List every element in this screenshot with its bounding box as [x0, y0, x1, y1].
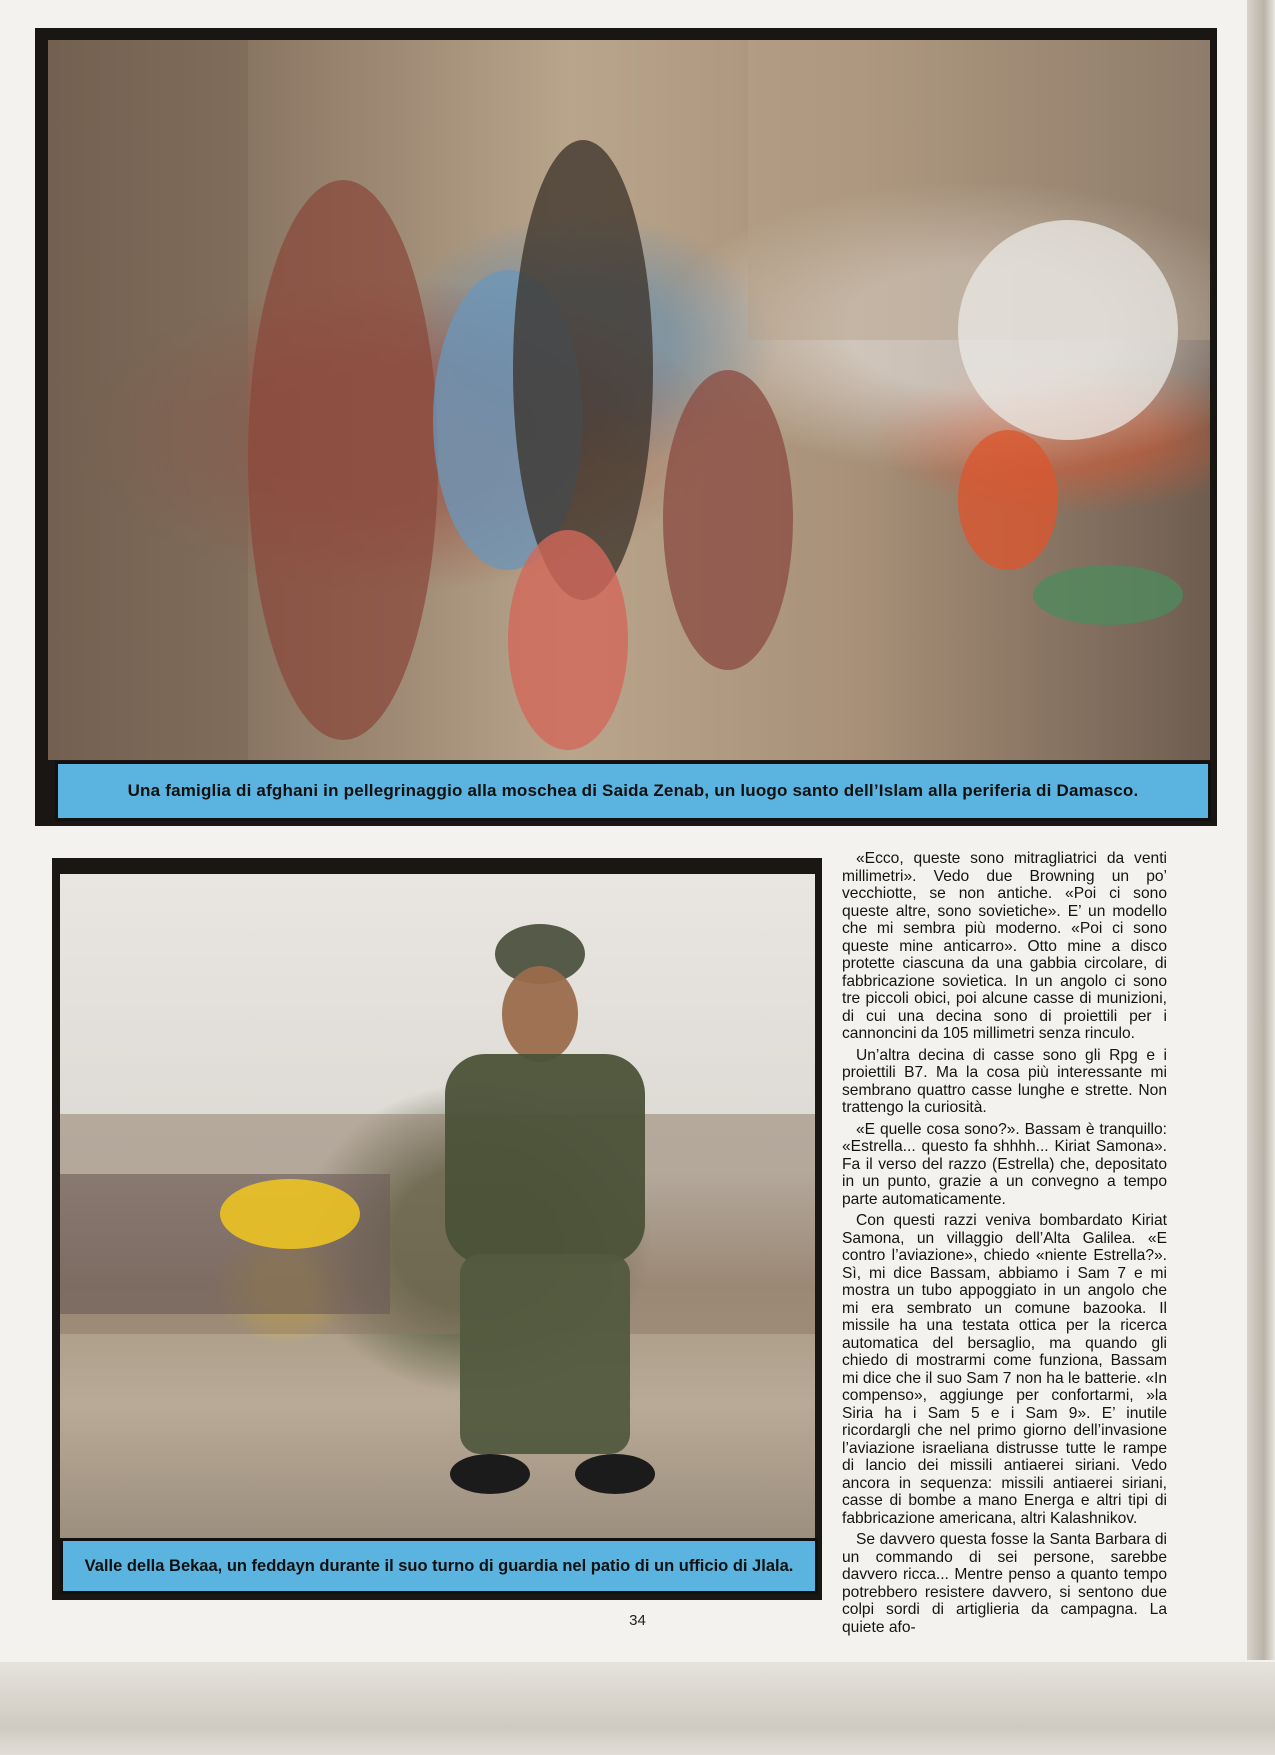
article-paragraph: Con questi razzi veniva bombardato Kiriat Samona, un villaggio dell’Alta Galilea. «E contro l’aviazione», chiedo «niente Estrella?». Sì, mi dice Bassam, abbiamo i Sam 7 e mi mostra un tubo appoggiato in un angolo che mi era sembrato un comune bazooka. Il missile ha una testata ottica per la ricerca automatica del bersaglio, ma quando gli chiedo di mostrarmi come funziona, Bassam mi dice che il suo Sam 7 non ha le batterie. «In compenso», aggiunge per confortarmi, »la Siria ha i Sam 5 e i Sam 9». E’ inutile ricordargli che nel primo giorno dell’invasione l’aviazione israeliana distrusse tutte le rampe di lancio dei missili antiaerei siriani. Vedo ancora in sequenza: missili antiaerei siriani, casse di bombe a mano Energa e altri tipi di fabbricazione americana, altri Kalashnikov. [842, 1212, 1167, 1527]
page-number: 34 [629, 1612, 646, 1629]
feddayn-illustration [60, 874, 815, 1538]
afghan-family-photo [48, 40, 1210, 760]
top-photo-caption: Una famiglia di afghani in pellegrinaggio alla moschea di Saida Zenab, un luogo santo dell’Islam alla periferia di Damasco. [55, 761, 1211, 821]
page-edge [1247, 0, 1275, 1660]
article-paragraph: «E quelle cosa sono?». Bassam è tranquillo: «Estrella... questo fa shhhh... Kiriat Samona». Fa il verso del razzo (Estrella) che, depositato in un punto, grazie a un convegno a tempo parte automaticamente. [842, 1120, 1167, 1208]
page-edge-bottom [0, 1662, 1275, 1755]
afghan-family-illustration [48, 40, 1210, 760]
article-paragraph: Se davvero questa fosse la Santa Barbara di un commando di sei persone, sarebbe davvero ricca... Mentre penso a quanto tempo potrebbero resistere davvero, si sentono due colpi sordi di artiglieria da campagna. La quiete afo- [842, 1531, 1167, 1636]
feddayn-guard-photo [60, 874, 815, 1538]
article-column [842, 850, 1167, 1640]
article-paragraph: «Ecco, queste sono mitragliatrici da venti millimetri». Vedo due Browning un po’ vecchiotte, se non antiche. «Poi ci sono queste altre, sono sovietiche». E’ un modello che mi sembra più moderno. «Poi ci sono queste mine anticarro». Otto mine a disco protette ciascuna da una gabbia circolare, di fabbricazione sovietica. In un angolo ci sono tre piccoli obici, poi alcune casse di munizioni, di cui una decina sono di proiettili per i cannoncini da 105 millimetri senza rinculo. [842, 850, 1167, 1042]
bottom-photo-caption: Valle della Bekaa, un feddayn durante il suo turno di guardia nel patio di un ufficio di Jlala. [60, 1538, 818, 1594]
article-paragraph: Un’altra decina di casse sono gli Rpg e i proiettili B7. Ma la cosa più interessante mi sembrano quattro casse lunghe e strette. Non trattengo la curiosità. [842, 1046, 1167, 1116]
